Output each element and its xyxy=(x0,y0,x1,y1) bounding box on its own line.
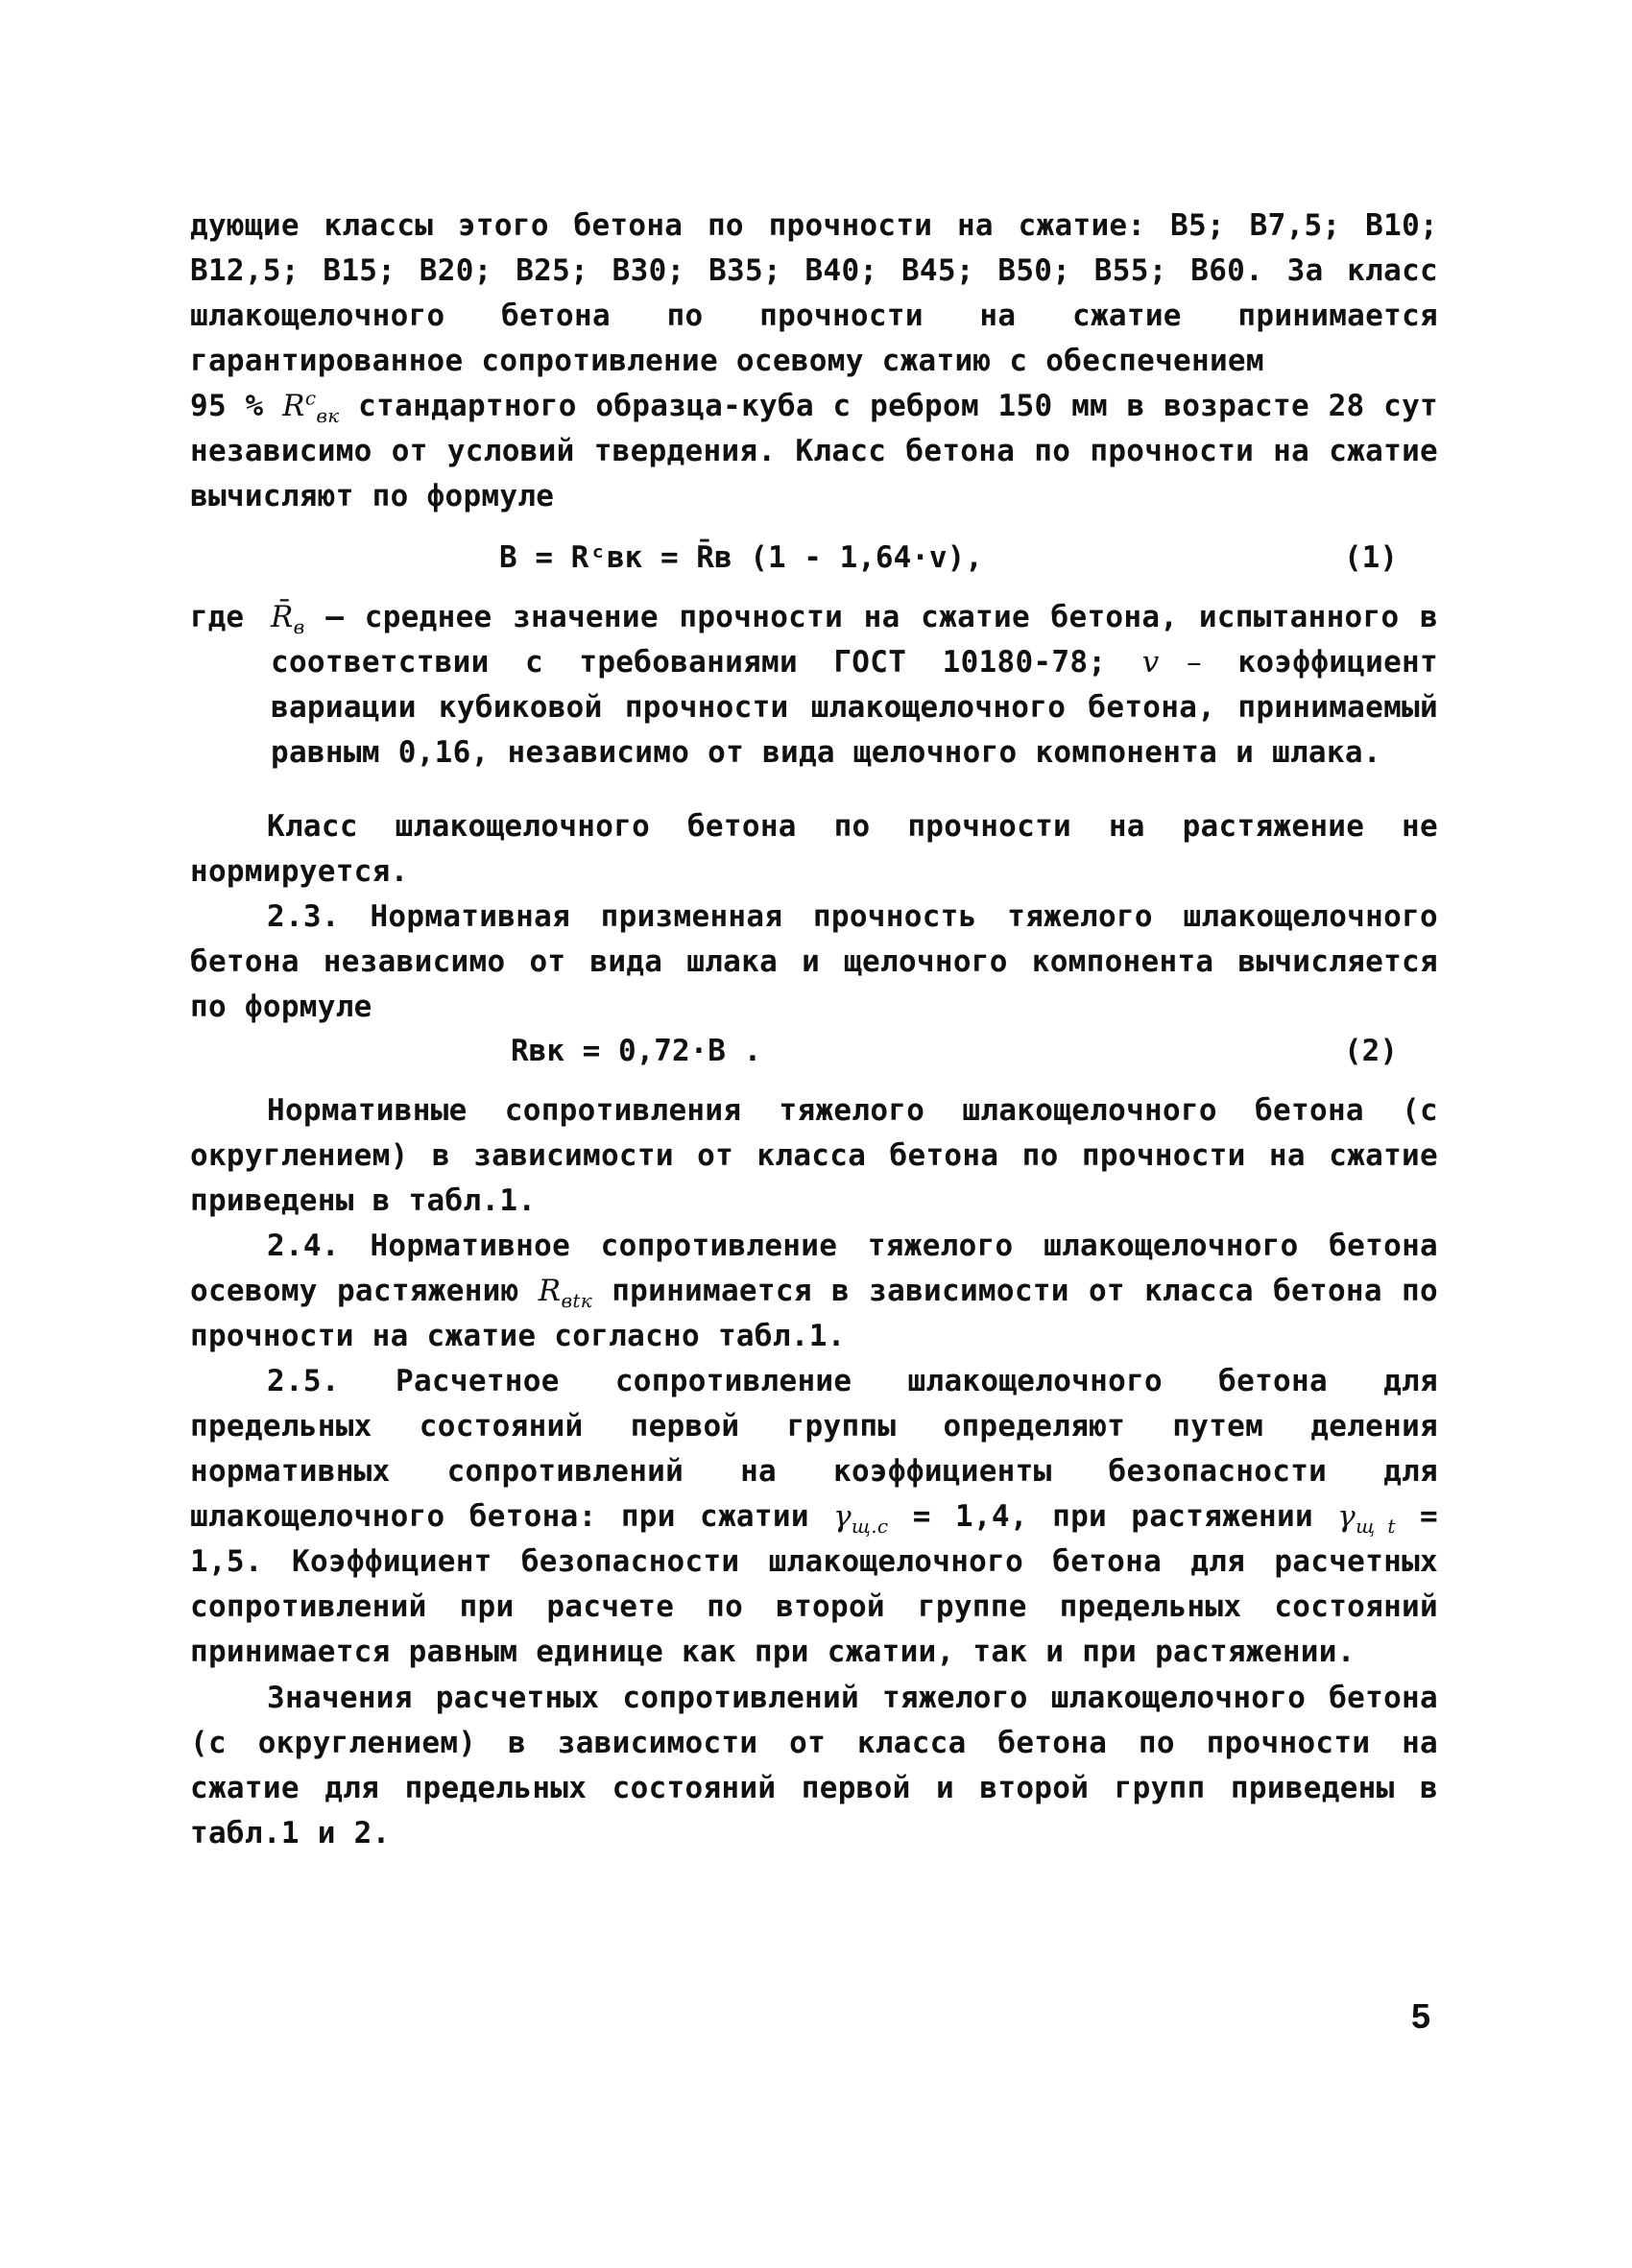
formula-1: B = Rᶜвк = R̄в (1 - 1,64·v), xyxy=(499,540,983,575)
symbol-rbk-c: $R^c_{вк}$ xyxy=(282,386,340,428)
classes-tail-text: стандартного образца-куба с ребром 150 мм в возрасте 28 сут независимо от условий твердения. Класс бетона по прочности на сжатие вычисляют по формуле xyxy=(190,389,1439,513)
paragraph-design-values: Значения расчетных сопротивлений тяжелого шлакощелочного бетона (с округлением) в зависимости от класса бетона по прочности на сжатие для предельных состояний первой и второй групп приведены в табл.1 и 2. xyxy=(190,1681,1438,1850)
paragraph-classes-tail xyxy=(190,384,1438,519)
symbol-gamma-t: $\gamma_{щ t}$ xyxy=(1337,1499,1396,1539)
paragraph-2-4: 2.4. Нормативное сопротивление тяжелого шлакощелочного бетона осевому растяжению $R_{вtк}$ принимается в зависимости от класса бетона по прочности на сжатие согласно табл.1. xyxy=(190,1229,1438,1353)
page-number: 5 xyxy=(1411,1996,1431,2036)
symbol-rb-bar: $R̄_в$ xyxy=(271,600,305,639)
where-label: где xyxy=(190,600,244,634)
paragraph-classes: дующие классы этого бетона по прочности на сжатие: В5; В7,5; В10; В12,5; В15; В20; В25; В30; В35; В40; В45; В50; В55; В60. За класс шлакощелочного бетона по прочности на сжатие принимается гарантированное сопротивление осевому сжатию с обеспечением xyxy=(190,208,1438,378)
paragraph-normative-resistances: Нормативные сопротивления тяжелого шлакощелочного бетона (с округлением) в зависимости от класса бетона по прочности на сжатие приведены в табл.1. xyxy=(190,1093,1438,1218)
paragraph-2-3: 2.3. Нормативная призменная прочность тяжелого шлакощелочного бетона независимо от вида шлака и щелочного компонента вычисляется по формуле xyxy=(190,899,1438,1024)
paragraph-2-5: 2.5. Расчетное сопротивление шлакощелочного бетона для предельных состояний первой группы определяют путем деления нормативных сопротивлений на коэффициенты безопасности для шлакощелочного бетона: при сжатии $\gamma_{щ.с} = 1,4$, при растяжении $\gamma_{щ t} = 1,5$. Коэффициент безопасности шлакощелочного бетона для расчетных сопротивлений при расчете по второй группе предельных состояний принимается равным единице как при сжатии, так и при растяжении. xyxy=(190,1364,1438,1669)
formula-2: Rвк = 0,72·B . xyxy=(511,1034,762,1068)
symbol-gamma-c: $\gamma_{щ.с}$ xyxy=(833,1499,889,1539)
symbol-v: v – xyxy=(1141,645,1202,680)
paragraph-tension-class: Класс шлакощелочного бетона по прочности на растяжение не нормируется. xyxy=(190,809,1438,889)
formula-2-number: (2) xyxy=(1344,1034,1398,1068)
symbol-rbtk: $R_{вtк}$ xyxy=(538,1274,592,1313)
formula-1-number: (1) xyxy=(1344,540,1398,575)
where-explanation: $R̄_в$ – среднее значение прочности на сжатие бетона, испытанного в соответствии с требованиями ГОСТ 10180-78; v – коэффициент вариации кубиковой прочности шлакощелочного бетона, принимаемый равным 0,16, независимо от вида щелочного компонента и шлака. xyxy=(271,600,1438,770)
percent-text: 95 % xyxy=(190,389,264,423)
